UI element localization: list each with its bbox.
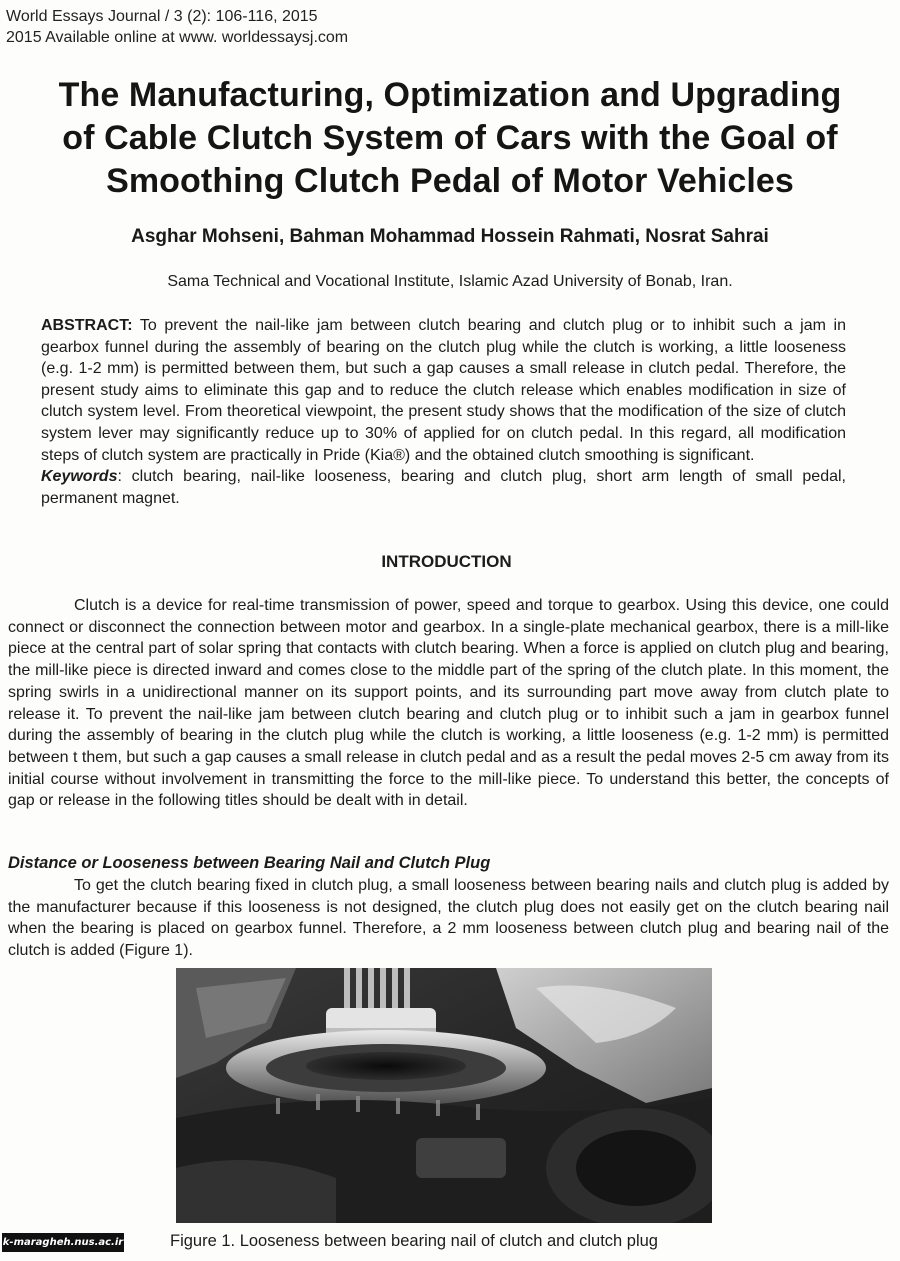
affiliation: Sama Technical and Vocational Institute, Islamic Azad University of Bonab, Iran.	[167, 273, 733, 290]
abstract-label: ABSTRACT:	[41, 317, 133, 334]
title-line-3: Smoothing Clutch Pedal of Motor Vehicles	[106, 162, 794, 200]
abstract-block	[41, 315, 846, 509]
journal-availability: 2015 Available online at www. worldessaysj.com	[6, 29, 349, 46]
clutch-bearing-photo-illustration	[176, 968, 712, 1223]
figure-1-photo	[176, 968, 712, 1223]
keywords-label: Keywords	[41, 468, 118, 486]
website-stamp[interactable]: k-maragheh.nus.ac.ir	[2, 1233, 124, 1252]
title-line-1: The Manufacturing, Optimization and Upgrading	[58, 76, 842, 114]
abstract-paragraph	[41, 315, 846, 466]
introduction-paragraph: Clutch is a device for real-time transmission of power, speed and torque to gearbox. Using this device, one could connect or disconnect the connection between motor and gearbox. In a single-plate mechanical gearbox, there is a mill-like piece at the central part of solar spring that contacts with clutch bearing. When a force is applied on clutch plug and bearing, the mill-like piece is directed inward and comes close to the middle part of the spring of the clutch plate. In this moment, the spring swirls in a unidirectional manner on its support points, and its surrounding part move away from clutch plate to release it. To prevent the nail-like jam between clutch bearing and clutch plug or to inhibit such a jam in gearbox funnel during the assembly of bearing in the clutch plug while the clutch is working, a little looseness (e.g. 1-2 mm) is permitted between t them, but such a gap causes a small release in clutch pedal and as a result the pedal moves 2-5 cm away from its initial course without involvement in transmitting the force to the mill-like piece. To understand this better, the concepts of gap or release in the following titles should be dealt with in detail.	[8, 597, 889, 810]
section-paragraph: To get the clutch bearing fixed in clutch plug, a small looseness between bearing nails and clutch plug is added by the manufacturer because if this looseness is not designed, the clutch plug does not easily get on the clutch bearing nail when the bearing is placed on gearbox funnel. Therefore, a 2 mm looseness between clutch plug and bearing nail of the clutch is added (Figure 1).	[8, 877, 889, 960]
title-line-2: of Cable Clutch System of Cars with the Goal of	[62, 119, 838, 157]
journal-header	[6, 6, 348, 48]
paper-title	[0, 74, 900, 203]
introduction-heading: INTRODUCTION	[381, 552, 512, 571]
keywords-paragraph	[41, 466, 846, 509]
author-list: Asghar Mohseni, Bahman Mohammad Hossein Rahmati, Nosrat Sahrai	[131, 226, 769, 247]
section-heading: Distance or Looseness between Bearing Nail and Clutch Plug	[8, 854, 491, 872]
abstract-text: To prevent the nail-like jam between clutch bearing and clutch plug or to inhibit such a jam in gearbox funnel during the assembly of bearing on the clutch plug while the clutch is working, a little looseness (e.g. 1-2 mm) is permitted between them, but such a gap causes a small release in clutch pedal. Therefore, the present study aims to eliminate this gap and to reduce the clutch release which enables modification in size of clutch system level. From theoretical viewpoint, the present study shows that the modification of the size of clutch system lever may significantly reduce up to 30% of applied for on clutch pedal. In this regard, all modification steps of clutch system are practically in Pride (Kia®) and the obtained clutch smoothing is significant.	[41, 317, 847, 464]
keywords-text: : clutch bearing, nail-like looseness, bearing and clutch plug, short arm length of small pedal, permanent magnet.	[41, 468, 846, 507]
figure-1-caption: Figure 1. Looseness between bearing nail of clutch and clutch plug	[170, 1232, 658, 1250]
journal-citation: World Essays Journal / 3 (2): 106-116, 2015	[6, 8, 318, 25]
